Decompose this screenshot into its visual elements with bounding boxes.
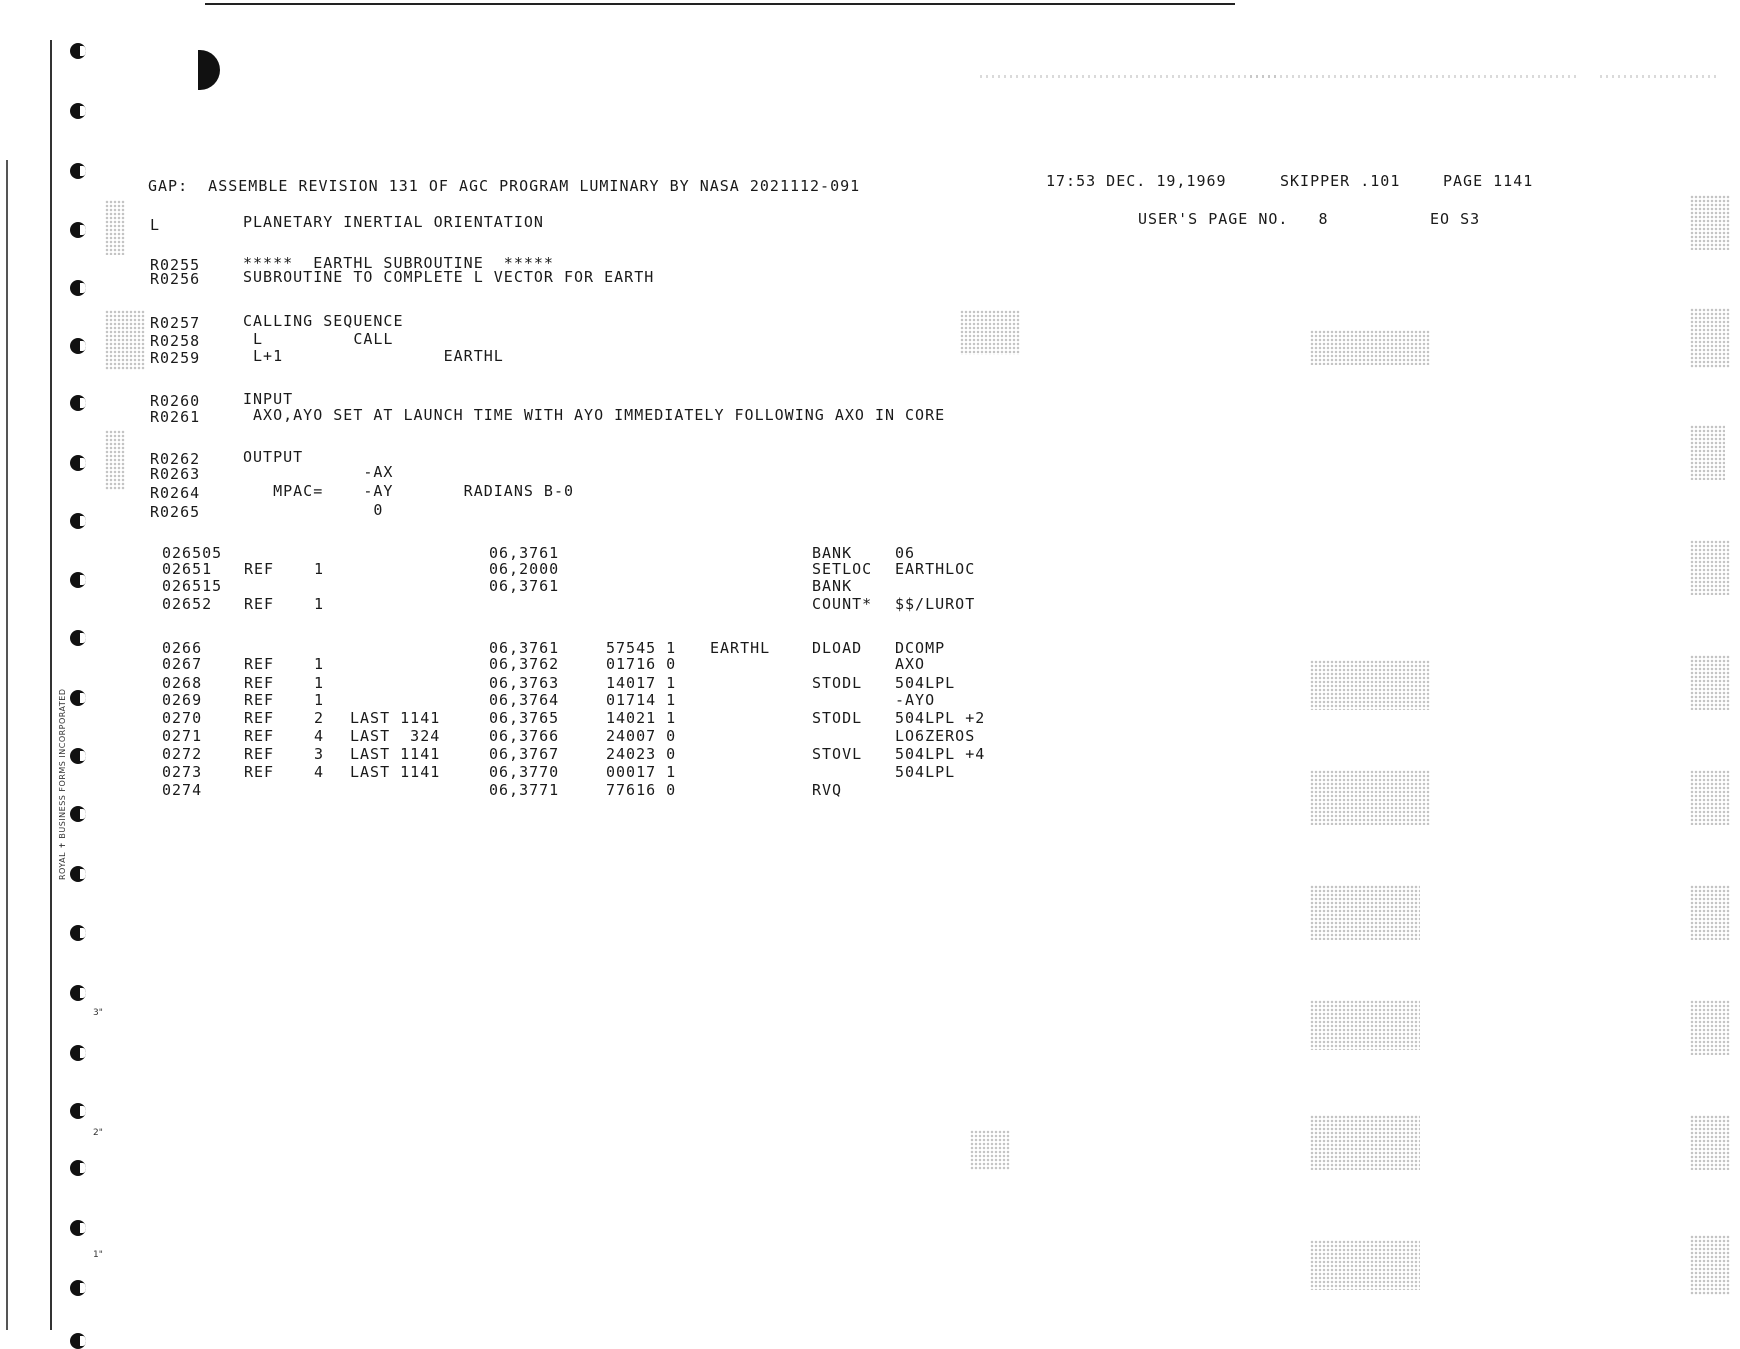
scan-smudge — [1690, 885, 1730, 940]
listing-addr-cell: 06,3764 — [489, 691, 560, 709]
remark-text: CALLING SEQUENCE — [243, 312, 404, 330]
scan-noise — [980, 75, 1280, 78]
listing-num-cell: 02652 — [162, 595, 213, 613]
feed-hole — [70, 103, 86, 119]
listing-ref-cell: REF — [244, 709, 275, 727]
listing-operand-cell: 504LPL +4 — [895, 745, 986, 763]
listing-operand-cell: EARTHLOC — [895, 560, 976, 578]
listing-word-cell: 24023 0 — [606, 745, 677, 763]
remark-text: INPUT — [243, 390, 294, 408]
remark-text: -AX — [243, 463, 394, 481]
log-section-title: PLANETARY INERTIAL ORIENTATION — [243, 213, 544, 231]
feed-hole — [70, 690, 86, 706]
remark-number: R0258 — [150, 332, 201, 350]
feed-hole — [70, 1280, 86, 1296]
remark-text: L CALL — [243, 330, 394, 348]
scan-noise — [1600, 75, 1720, 78]
listing-refn-cell: 4 — [314, 763, 325, 781]
listing-num-cell: 0272 — [162, 745, 203, 763]
edge-rule — [6, 160, 8, 1330]
scan-smudge — [1690, 308, 1730, 368]
listing-num-cell: 0274 — [162, 781, 203, 799]
listing-op-cell: STOVL — [812, 745, 863, 763]
listing-word-cell: 77616 0 — [606, 781, 677, 799]
feed-hole — [70, 280, 86, 296]
scan-smudge — [1690, 1000, 1730, 1055]
remark-text: MPAC= -AY RADIANS B-0 — [243, 482, 575, 500]
scan-smudge — [1690, 655, 1730, 710]
listing-operand-cell: 06 — [895, 544, 916, 562]
listing-refn-cell: 1 — [314, 674, 325, 692]
remark-number: R0257 — [150, 314, 201, 332]
tractor-mark — [198, 50, 220, 90]
feed-hole — [70, 925, 86, 941]
listing-operand-cell: 504LPL — [895, 763, 956, 781]
left-margin-rule — [50, 40, 52, 1330]
feed-hole — [70, 43, 86, 59]
feed-hole — [70, 1045, 86, 1061]
listing-ref-cell: REF — [244, 655, 275, 673]
listing-addr-cell: 06,3766 — [489, 727, 560, 745]
remark-number: R0264 — [150, 484, 201, 502]
header-page-number: PAGE 1141 — [1443, 172, 1534, 190]
listing-last-cell: LAST 1141 — [350, 745, 441, 763]
assembly-header: GAP: ASSEMBLE REVISION 131 OF AGC PROGRAM LUMINARY BY NASA 2021112-091 — [148, 177, 861, 195]
feed-hole — [70, 395, 86, 411]
listing-word-cell: 14017 1 — [606, 674, 677, 692]
listing-operand-cell: 504LPL — [895, 674, 956, 692]
scan-smudge — [1310, 330, 1430, 365]
feed-hole — [70, 1333, 86, 1349]
remark-number: R0259 — [150, 349, 201, 367]
feed-hole — [70, 1103, 86, 1119]
remark-text: OUTPUT — [243, 448, 304, 466]
listing-num-cell: 0271 — [162, 727, 203, 745]
scan-smudge — [1690, 195, 1730, 250]
listing-op-cell: BANK — [812, 544, 853, 562]
listing-operand-cell: DCOMP — [895, 639, 946, 657]
remark-number: R0265 — [150, 503, 201, 521]
listing-addr-cell: 06,3771 — [489, 781, 560, 799]
listing-operand-cell: 504LPL +2 — [895, 709, 986, 727]
header-skipper: SKIPPER .101 — [1280, 172, 1401, 190]
listing-ref-cell: REF — [244, 745, 275, 763]
listing-operand-cell: LO6ZEROS — [895, 727, 976, 745]
remark-number: R0262 — [150, 450, 201, 468]
listing-op-cell: BANK — [812, 577, 853, 595]
listing-refn-cell: 1 — [314, 560, 325, 578]
listing-label-cell: EARTHL — [710, 639, 771, 657]
listing-op-cell: STODL — [812, 709, 863, 727]
scan-smudge — [1310, 1000, 1420, 1050]
listing-refn-cell: 3 — [314, 745, 325, 763]
listing-num-cell: 02651 — [162, 560, 213, 578]
inch-mark: 2" — [93, 1128, 103, 1138]
listing-ref-cell: REF — [244, 595, 275, 613]
listing-addr-cell: 06,3761 — [489, 577, 560, 595]
listing-op-cell: STODL — [812, 674, 863, 692]
listing-num-cell: 0273 — [162, 763, 203, 781]
listing-ref-cell: REF — [244, 727, 275, 745]
listing-operand-cell: -AYO — [895, 691, 936, 709]
listing-operand-cell: AXO — [895, 655, 926, 673]
scan-smudge — [105, 200, 125, 255]
users-page-number: USER'S PAGE NO. 8 — [1138, 210, 1329, 228]
scan-smudge — [1310, 1115, 1420, 1170]
feed-hole — [70, 455, 86, 471]
feed-hole — [70, 513, 86, 529]
feed-hole — [70, 985, 86, 1001]
remark-number: R0263 — [150, 465, 201, 483]
remark-number: R0261 — [150, 408, 201, 426]
listing-addr-cell: 06,3767 — [489, 745, 560, 763]
feed-hole — [70, 630, 86, 646]
listing-num-cell: 0266 — [162, 639, 203, 657]
listing-last-cell: LAST 1141 — [350, 709, 441, 727]
listing-addr-cell: 06,3770 — [489, 763, 560, 781]
listing-refn-cell: 1 — [314, 595, 325, 613]
scan-smudge — [1690, 770, 1730, 825]
listing-num-cell: 0267 — [162, 655, 203, 673]
scan-smudge — [960, 310, 1020, 355]
listing-ref-cell: REF — [244, 691, 275, 709]
listing-refn-cell: 2 — [314, 709, 325, 727]
listing-last-cell: LAST 1141 — [350, 763, 441, 781]
listing-op-cell: DLOAD — [812, 639, 863, 657]
listing-ref-cell: REF — [244, 560, 275, 578]
listing-word-cell: 00017 1 — [606, 763, 677, 781]
inch-mark: 3" — [93, 1008, 103, 1018]
listing-word-cell: 57545 1 — [606, 639, 677, 657]
listing-addr-cell: 06,3765 — [489, 709, 560, 727]
listing-num-cell: 026505 — [162, 544, 223, 562]
scan-smudge — [1690, 1235, 1730, 1295]
listing-op-cell: RVQ — [812, 781, 843, 799]
feed-hole — [70, 748, 86, 764]
listing-addr-cell: 06,3762 — [489, 655, 560, 673]
listing-addr-cell: 06,2000 — [489, 560, 560, 578]
listing-word-cell: 01716 0 — [606, 655, 677, 673]
scan-smudge — [1690, 1115, 1730, 1170]
listing-op-cell: SETLOC — [812, 560, 873, 578]
listing-num-cell: 026515 — [162, 577, 223, 595]
log-section-letter: L — [150, 216, 161, 234]
scan-smudge — [105, 310, 145, 370]
listing-refn-cell: 1 — [314, 691, 325, 709]
feed-hole — [70, 338, 86, 354]
remark-number: R0260 — [150, 392, 201, 410]
listing-addr-cell: 06,3761 — [489, 639, 560, 657]
listing-word-cell: 01714 1 — [606, 691, 677, 709]
listing-num-cell: 0270 — [162, 709, 203, 727]
top-rule — [205, 3, 1235, 5]
remark-number: R0255 — [150, 256, 201, 274]
listing-ref-cell: REF — [244, 763, 275, 781]
edition-code: EO S3 — [1430, 210, 1481, 228]
feed-hole — [70, 866, 86, 882]
scan-smudge — [1310, 885, 1420, 940]
remark-number: R0256 — [150, 270, 201, 288]
scan-smudge — [105, 430, 125, 490]
listing-num-cell: 0269 — [162, 691, 203, 709]
listing-last-cell: LAST 324 — [350, 727, 441, 745]
listing-operand-cell: $$/LUROT — [895, 595, 976, 613]
feed-hole — [70, 163, 86, 179]
listing-addr-cell: 06,3763 — [489, 674, 560, 692]
feed-hole — [70, 572, 86, 588]
listing-num-cell: 0268 — [162, 674, 203, 692]
listing-refn-cell: 1 — [314, 655, 325, 673]
remark-text: ***** EARTHL SUBROUTINE ***** — [243, 254, 554, 272]
feed-hole — [70, 1160, 86, 1176]
scan-smudge — [1690, 425, 1725, 480]
scan-smudge — [1310, 660, 1430, 710]
scan-smudge — [1690, 540, 1730, 595]
scan-smudge — [970, 1130, 1010, 1170]
scan-noise — [1250, 75, 1580, 78]
listing-addr-cell: 06,3761 — [489, 544, 560, 562]
listing-refn-cell: 4 — [314, 727, 325, 745]
listing-word-cell: 24007 0 — [606, 727, 677, 745]
feed-hole — [70, 806, 86, 822]
feed-hole — [70, 222, 86, 238]
remark-text: 0 — [243, 501, 384, 519]
vendor-imprint — [58, 450, 70, 880]
listing-op-cell: COUNT* — [812, 595, 873, 613]
listing-word-cell: 14021 1 — [606, 709, 677, 727]
scan-smudge — [1310, 1240, 1420, 1290]
listing-ref-cell: REF — [244, 674, 275, 692]
remark-text: AXO,AYO SET AT LAUNCH TIME WITH AYO IMMEDIATELY FOLLOWING AXO IN CORE — [243, 406, 946, 424]
scan-smudge — [1310, 770, 1430, 825]
vendor-text: ROYAL ✝ BUSINESS FORMS INCORPORATED — [58, 688, 67, 880]
remark-text: SUBROUTINE TO COMPLETE L VECTOR FOR EARTH — [243, 268, 655, 286]
feed-hole — [70, 1220, 86, 1236]
inch-mark: 1" — [93, 1250, 103, 1260]
header-datetime: 17:53 DEC. 19,1969 — [1046, 172, 1227, 190]
remark-text: L+1 EARTHL — [243, 347, 504, 365]
